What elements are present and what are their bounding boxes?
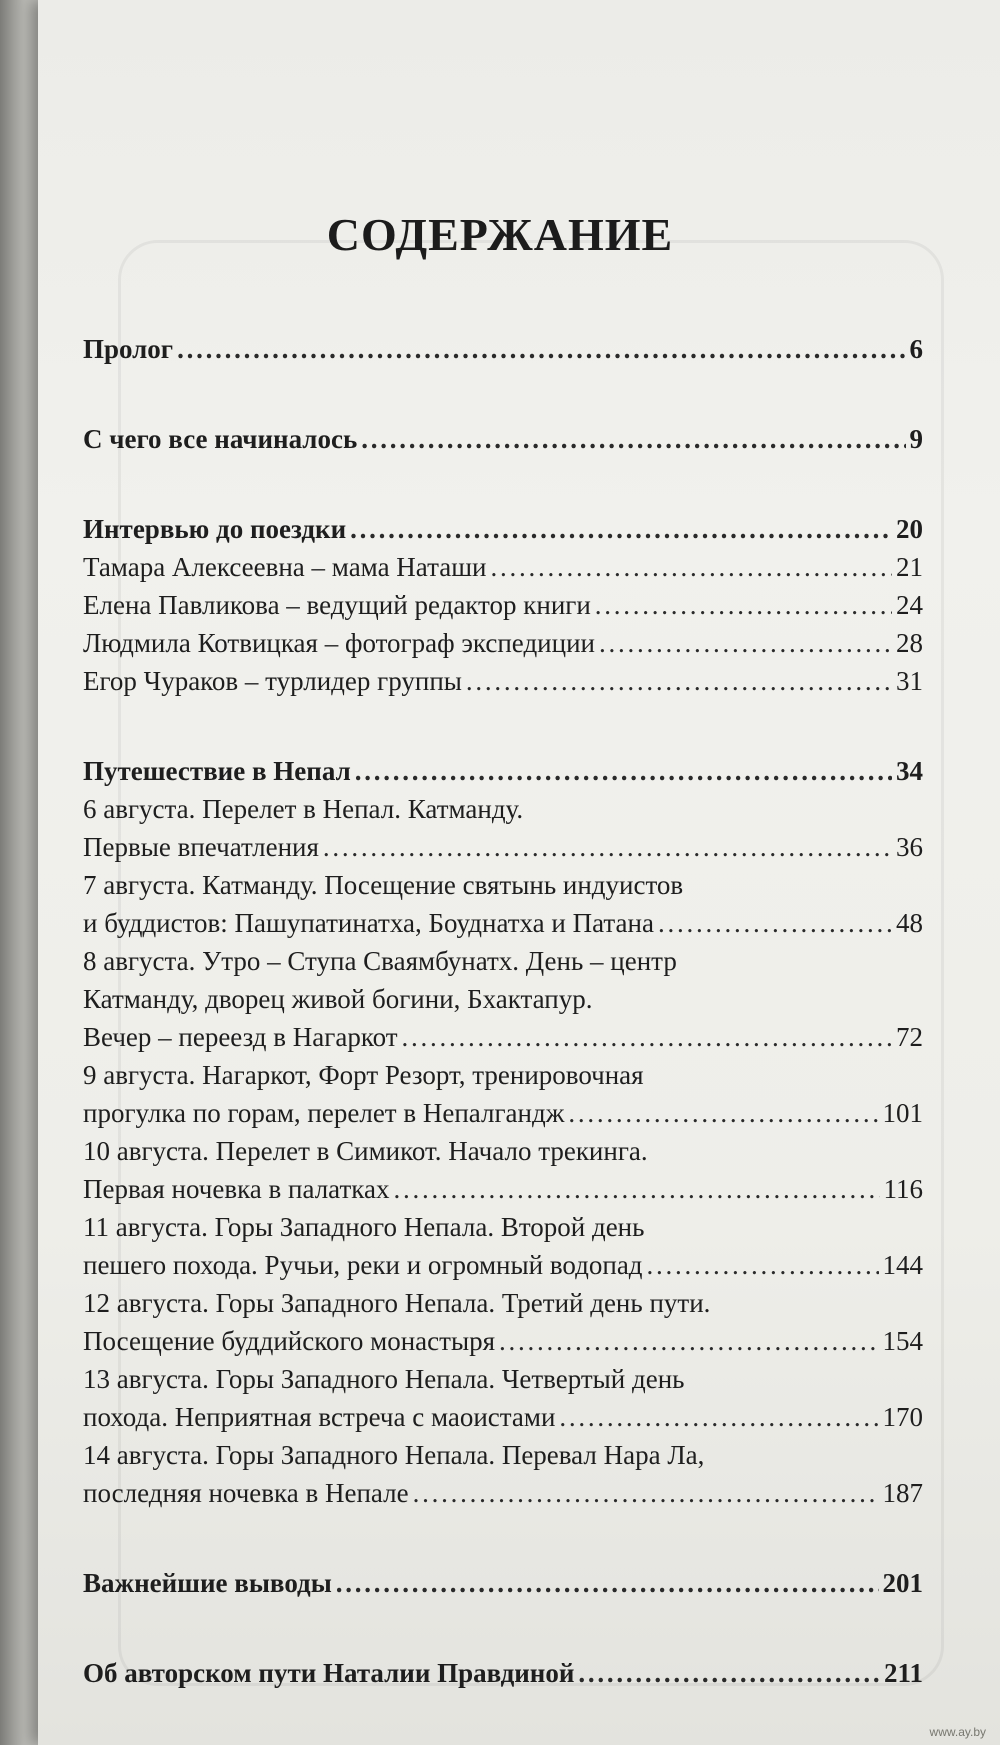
toc-entry-line: 14 августа. Горы Западного Непала. Перевал Нара Ла, [83, 1440, 705, 1470]
toc-page-number: 36 [896, 832, 923, 862]
toc-entry-title: Об авторском пути Наталии Правдиной [83, 1658, 575, 1688]
leader-dots [350, 510, 892, 548]
toc-entry-line: 6 августа. Перелет в Непал. Катманду. [83, 794, 524, 824]
toc-entry[interactable] [83, 586, 923, 624]
toc-section-author [83, 1654, 923, 1692]
leader-dots [355, 752, 892, 790]
leader-dots [177, 330, 905, 368]
toc-entry-title: Интервью до поездки [83, 514, 347, 544]
toc-entry[interactable] [83, 790, 923, 866]
toc-page-number: 24 [896, 590, 923, 620]
toc-page-number: 170 [882, 1402, 923, 1432]
toc-entry-line: 7 августа. Катманду. Посещение святынь индуистов [83, 870, 684, 900]
leader-dots [599, 624, 892, 662]
toc-entry-line: Вечер – переезд в Нагаркот [83, 1022, 398, 1052]
toc-entry-line: похода. Неприятная встреча с маоистами [83, 1402, 556, 1432]
toc-entry[interactable] [83, 420, 923, 458]
toc-entry[interactable] [83, 330, 923, 368]
toc-entry-line: и буддистов: Пашупатинатха, Боуднатха и Патана [83, 908, 654, 938]
table-of-contents [83, 330, 923, 1728]
toc-entry-title: Людмила Котвицкая – фотограф экспедиции [83, 628, 595, 658]
toc-entry[interactable] [83, 662, 923, 700]
toc-entry-line: пешего похода. Ручьи, реки и огромный водопад [83, 1250, 643, 1280]
leader-dots [499, 1322, 878, 1360]
toc-page-number: 31 [896, 666, 923, 696]
toc-entry[interactable] [83, 1654, 923, 1692]
toc-entry[interactable] [83, 1132, 923, 1208]
toc-section-prologue [83, 330, 923, 368]
toc-entry[interactable] [83, 624, 923, 662]
leader-dots [466, 662, 892, 700]
toc-page-number: 21 [896, 552, 923, 582]
toc-entry[interactable] [83, 1208, 923, 1284]
toc-page-number: 48 [896, 908, 923, 938]
leader-dots [595, 586, 892, 624]
toc-entry-line: 9 августа. Нагаркот, Форт Резорт, тренировочная [83, 1060, 644, 1090]
watermark: www.ay.by [929, 1725, 986, 1739]
toc-entry-line: 10 августа. Перелет в Симикот. Начало трекинга. [83, 1136, 648, 1166]
toc-entry[interactable] [83, 1056, 923, 1132]
toc-page-number: 101 [882, 1098, 923, 1128]
leader-dots [568, 1094, 878, 1132]
toc-entry-line: 11 августа. Горы Западного Непала. Второй день [83, 1212, 645, 1242]
toc-entry[interactable] [83, 942, 923, 1056]
toc-entry[interactable] [83, 510, 923, 548]
toc-entry-line: Первые впечатления [83, 832, 319, 862]
toc-entry[interactable] [83, 866, 923, 942]
leader-dots [559, 1398, 878, 1436]
toc-page-number: 211 [883, 1658, 923, 1688]
leader-dots [647, 1246, 879, 1284]
toc-entry-title: Егор Чураков – турлидер группы [83, 666, 462, 696]
toc-page-number: 144 [882, 1250, 923, 1280]
toc-entry-line: последняя ночевка в Непале [83, 1478, 409, 1508]
leader-dots [658, 904, 892, 942]
toc-entry-line: 8 августа. Утро – Ступа Сваямбунатх. День – центр [83, 946, 677, 976]
toc-entry-title: Путешествие в Непал [83, 756, 351, 786]
leader-dots [413, 1474, 879, 1512]
toc-page-number: 28 [896, 628, 923, 658]
toc-page-number: 6 [909, 334, 923, 364]
toc-entry-title: С чего все начиналось [83, 424, 358, 454]
toc-page-number: 201 [882, 1568, 923, 1598]
toc-entry-line: Первая ночевка в палатках [83, 1174, 390, 1204]
toc-entry[interactable] [83, 1436, 923, 1512]
leader-dots [578, 1654, 880, 1692]
leader-dots [490, 548, 892, 586]
toc-entry-title: Пролог [83, 334, 174, 364]
toc-entry-title: Елена Павликова – ведущий редактор книги [83, 590, 591, 620]
toc-entry[interactable] [83, 1284, 923, 1360]
toc-page-number: 154 [882, 1326, 923, 1356]
toc-entry-line: 13 августа. Горы Западного Непала. Четвертый день [83, 1364, 685, 1394]
toc-page-number: 187 [882, 1478, 923, 1508]
toc-entry[interactable] [83, 1564, 923, 1602]
toc-section-conclusions [83, 1564, 923, 1602]
leader-dots [361, 420, 905, 458]
toc-page-number: 34 [896, 756, 923, 786]
toc-page-number: 9 [909, 424, 923, 454]
toc-entry-title: Тамара Алексеевна – мама Наташи [83, 552, 487, 582]
toc-page-number: 72 [896, 1022, 923, 1052]
toc-entry-line: Посещение буддийского монастыря [83, 1326, 496, 1356]
toc-entry-line: 12 августа. Горы Западного Непала. Третий день пути. [83, 1288, 711, 1318]
toc-section-nepal-journey [83, 752, 923, 1512]
page-title: СОДЕРЖАНИЕ [326, 209, 674, 260]
toc-entry[interactable] [83, 752, 923, 790]
leader-dots [393, 1170, 879, 1208]
toc-entry[interactable] [83, 548, 923, 586]
toc-page-number: 116 [883, 1174, 923, 1204]
toc-section-interviews [83, 510, 923, 700]
toc-entry-title: Важнейшие выводы [83, 1568, 332, 1598]
toc-entry[interactable] [83, 1360, 923, 1436]
toc-section-beginning [83, 420, 923, 458]
toc-page-number: 20 [896, 514, 923, 544]
toc-entry-line: Катманду, дворец живой богини, Бхактапур. [83, 984, 593, 1014]
leader-dots [323, 828, 892, 866]
toc-entry-line: прогулка по горам, перелет в Непалгандж [83, 1098, 565, 1128]
leader-dots [336, 1564, 879, 1602]
leader-dots [402, 1018, 892, 1056]
